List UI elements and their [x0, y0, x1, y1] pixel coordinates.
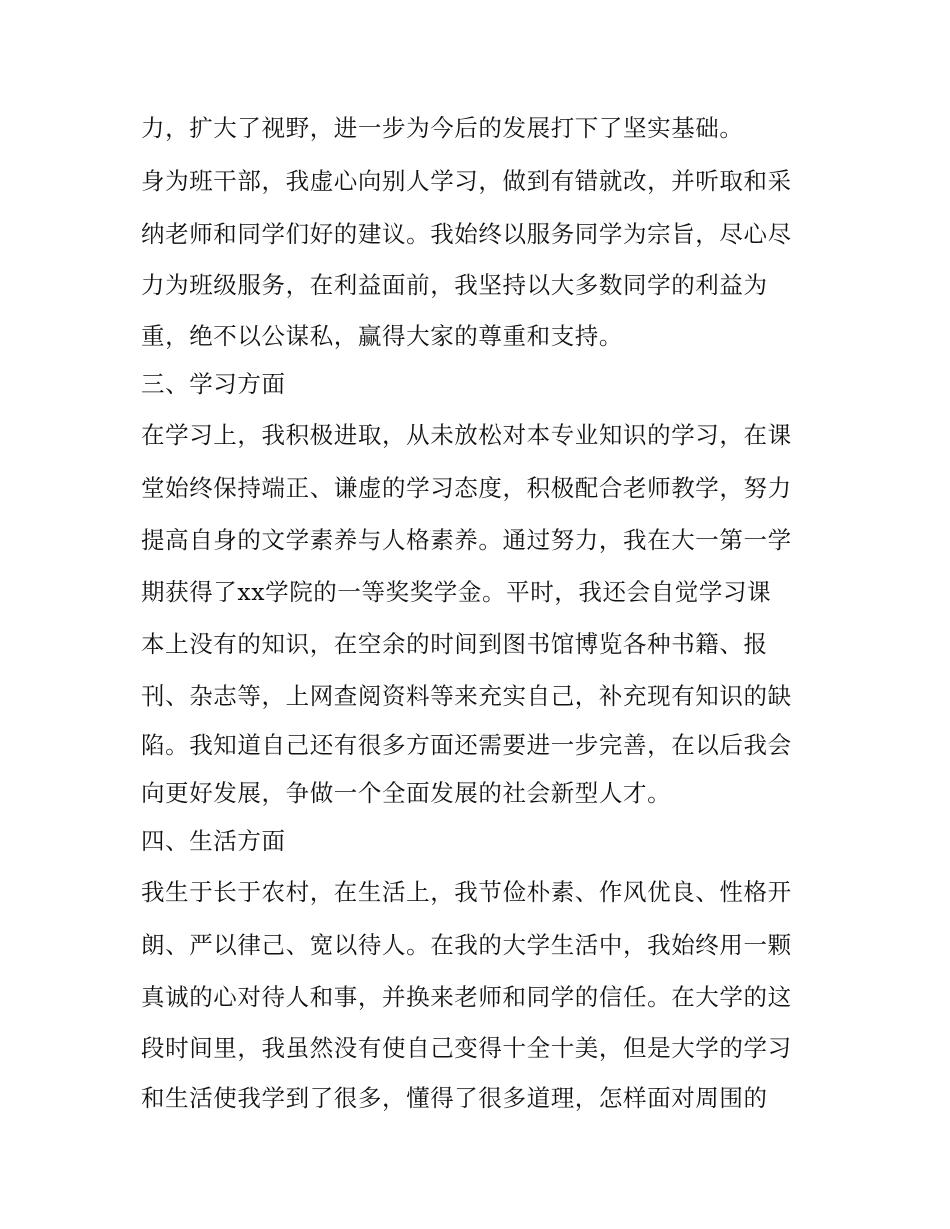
- text-line: 段时间里，我虽然没有使自己变得十全十美，但是大学的学习: [141, 1034, 792, 1062]
- text-line: 刊、杂志等，上网查阅资料等来充实自己，补充现有知识的缺: [141, 682, 792, 710]
- text-line: 陷。我知道自己还有很多方面还需要进一步完善，在以后我会: [141, 731, 792, 759]
- text-line: 真诚的心对待人和事，并换来老师和同学的信任。在大学的这: [141, 983, 792, 1011]
- text-line: 堂始终保持端正、谦虚的学习态度，积极配合老师教学，努力: [141, 474, 792, 502]
- text-line: 力为班级服务，在利益面前，我坚持以大多数同学的利益为: [141, 271, 768, 299]
- text-line: 身为班干部，我虚心向别人学习，做到有错就改，并听取和采: [141, 167, 792, 195]
- section-heading-life: 四、生活方面: [141, 827, 286, 855]
- text-line: 朗、严以律己、宽以待人。在我的大学生活中，我始终用一颗: [141, 931, 792, 959]
- text-line: 力，扩大了视野，进一步为今后的发展打下了坚实基础。: [141, 114, 744, 142]
- text-line: 重，绝不以公谋私，赢得大家的尊重和支持。: [141, 322, 623, 350]
- text-line: 和生活使我学到了很多，懂得了很多道理，怎样面对周围的: [141, 1084, 768, 1112]
- text-line: 在学习上，我积极进取，从未放松对本专业知识的学习，在课: [141, 421, 792, 449]
- text-line: 本上没有的知识，在空余的时间到图书馆博览各种书籍、报: [141, 630, 768, 658]
- text-line: 向更好发展，争做一个全面发展的社会新型人才。: [141, 779, 672, 807]
- section-heading-study: 三、学习方面: [141, 370, 286, 398]
- text-line: 纳老师和同学们好的建议。我始终以服务同学为宗旨，尽心尽: [141, 220, 792, 248]
- text-line: 期获得了xx学院的一等奖奖学金。平时，我还会自觉学习课: [141, 578, 772, 606]
- text-line: 提高自身的文学素养与人格素养。通过努力，我在大一第一学: [141, 526, 792, 554]
- text-line: 我生于长于农村，在生活上，我节俭朴素、作风优良、性格开: [141, 878, 792, 906]
